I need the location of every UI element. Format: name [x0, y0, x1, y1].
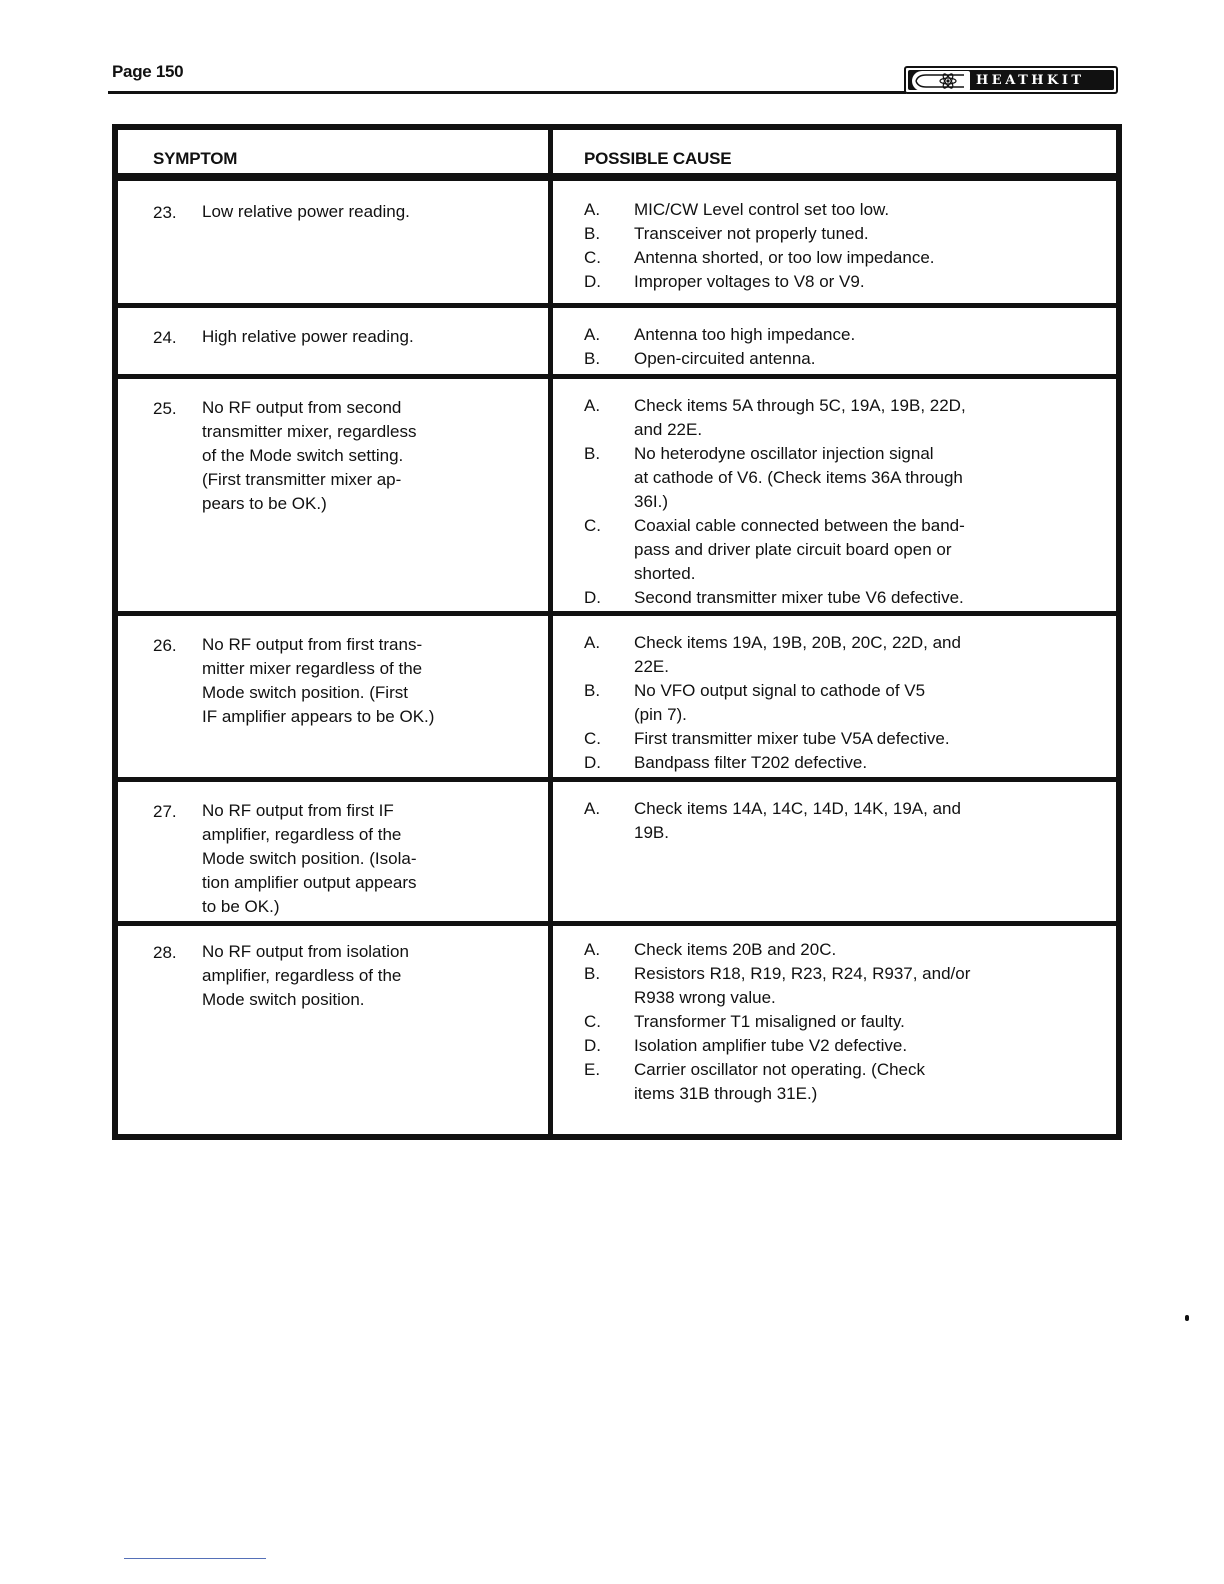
- table-row: [118, 782, 1116, 926]
- symptom-text: No RF output from isolation amplifier, regardless of the Mode switch position.: [202, 942, 409, 1009]
- cause-item: [584, 797, 1014, 845]
- symptom-number: 27.: [153, 802, 177, 821]
- cause-letter: D.: [584, 588, 601, 607]
- footnote-rule: [124, 1558, 266, 1559]
- cause-letter: C.: [584, 248, 601, 267]
- cause-list: [584, 631, 1014, 775]
- cause-letter: A.: [584, 633, 601, 652]
- cause-item: [584, 1010, 1014, 1034]
- cause-letter: A.: [584, 799, 601, 818]
- cause-item: [584, 962, 1014, 1010]
- cause-item: [584, 1058, 1014, 1106]
- cause-text: Carrier oscillator not operating. (Check items 31B through 31E.): [634, 1060, 926, 1103]
- cause-letter: B.: [584, 681, 601, 700]
- page-number: Page 150: [112, 62, 184, 81]
- cause-text: No VFO output signal to cathode of V5 (pin 7).: [634, 681, 926, 724]
- table-row: [118, 926, 1116, 1134]
- cause-letter: B.: [584, 224, 601, 243]
- symptom-text: High relative power reading.: [202, 327, 414, 346]
- header-rule: [108, 91, 906, 94]
- cause-text: Isolation amplifier tube V2 defective.: [634, 1036, 908, 1055]
- cause-text: Check items 5A through 5C, 19A, 19B, 22D, and 22E.: [634, 396, 966, 439]
- cause-item: [584, 246, 1014, 270]
- cause-letter: E.: [584, 1060, 601, 1079]
- symptom-text: Low relative power reading.: [202, 202, 410, 221]
- cause-item: [584, 727, 1014, 751]
- cause-letter: B.: [584, 444, 601, 463]
- cause-item: [584, 938, 1014, 962]
- cause-item: [584, 198, 1014, 222]
- cause-item: [584, 631, 1014, 679]
- symptom-number: 26.: [153, 636, 177, 655]
- possible-cause-header: POSSIBLE CAUSE: [584, 149, 732, 168]
- table-row: [118, 181, 1116, 308]
- cause-text: MIC/CW Level control set too low.: [634, 200, 890, 219]
- cause-text: Open-circuited antenna.: [634, 349, 816, 368]
- cause-text: Antenna shorted, or too low impedance.: [634, 248, 935, 267]
- cause-letter: A.: [584, 200, 601, 219]
- cause-letter: C.: [584, 1012, 601, 1031]
- cause-list: [584, 394, 1014, 610]
- cause-letter: B.: [584, 964, 601, 983]
- cause-text: Check items 19A, 19B, 20B, 20C, 22D, and 22E.: [634, 633, 961, 676]
- table-row: [118, 379, 1116, 616]
- cause-list: [584, 323, 1014, 371]
- cause-text: First transmitter mixer tube V5A defective.: [634, 729, 950, 748]
- cause-item: [584, 751, 1014, 775]
- stray-mark: [1185, 1315, 1189, 1321]
- cause-text: Second transmitter mixer tube V6 defective.: [634, 588, 964, 607]
- cause-item: [584, 1034, 1014, 1058]
- symptom-number: 23.: [153, 203, 177, 222]
- cause-letter: D.: [584, 272, 601, 291]
- cause-item: [584, 586, 1014, 610]
- cause-text: Coaxial cable connected between the band- pass and driver plate circuit board open or shorted.: [634, 516, 965, 583]
- cause-letter: A.: [584, 940, 601, 959]
- symptom-text: No RF output from first IF amplifier, regardless of the Mode switch position. (Isola- tion amplifier output appears to be OK.): [202, 801, 417, 916]
- atom-emblem-icon: [912, 71, 970, 91]
- cause-letter: D.: [584, 753, 601, 772]
- table-row: [118, 308, 1116, 379]
- cause-letter: D.: [584, 1036, 601, 1055]
- cause-letter: A.: [584, 325, 601, 344]
- cause-text: Transceiver not properly tuned.: [634, 224, 869, 243]
- cause-item: [584, 514, 1014, 586]
- cause-letter: C.: [584, 729, 601, 748]
- logo-frame: [908, 70, 1114, 90]
- cause-text: Transformer T1 misaligned or faulty.: [634, 1012, 905, 1031]
- cause-item: [584, 347, 1014, 371]
- cause-item: [584, 222, 1014, 246]
- cause-item: [584, 679, 1014, 727]
- symptom-number: 25.: [153, 399, 177, 418]
- table-header-row: [118, 130, 1116, 181]
- cause-item: [584, 394, 1014, 442]
- cause-text: Bandpass filter T202 defective.: [634, 753, 868, 772]
- cause-text: Antenna too high impedance.: [634, 325, 856, 344]
- cause-list: [584, 198, 1014, 294]
- cause-text: No heterodyne oscillator injection signal at cathode of V6. (Check items 36A through 36I.): [634, 444, 963, 511]
- cause-letter: A.: [584, 396, 601, 415]
- cause-item: [584, 323, 1014, 347]
- cause-text: Improper voltages to V8 or V9.: [634, 272, 865, 291]
- cause-list: [584, 938, 1014, 1106]
- cause-text: Resistors R18, R19, R23, R24, R937, and/or R938 wrong value.: [634, 964, 971, 1007]
- symptom-text: No RF output from first trans- mitter mixer regardless of the Mode switch position. (First IF amplifier appears to be OK.): [202, 635, 435, 726]
- cause-text: Check items 14A, 14C, 14D, 14K, 19A, and 19B.: [634, 799, 961, 842]
- cause-item: [584, 442, 1014, 514]
- brand-logo: [904, 66, 1118, 94]
- symptom-header: SYMPTOM: [153, 149, 238, 168]
- symptom-number: 24.: [153, 328, 177, 347]
- cause-letter: C.: [584, 516, 601, 535]
- symptom-text: No RF output from second transmitter mixer, regardless of the Mode switch setting. (First transmitter mixer ap- pears to be OK.): [202, 398, 417, 513]
- cause-letter: B.: [584, 349, 601, 368]
- cause-list: [584, 797, 1014, 845]
- table-row: [118, 616, 1116, 782]
- brand-name: HEATHKIT: [976, 73, 1085, 88]
- troubleshooting-table: [112, 124, 1122, 1140]
- symptom-number: 28.: [153, 943, 177, 962]
- cause-item: [584, 270, 1014, 294]
- cause-text: Check items 20B and 20C.: [634, 940, 837, 959]
